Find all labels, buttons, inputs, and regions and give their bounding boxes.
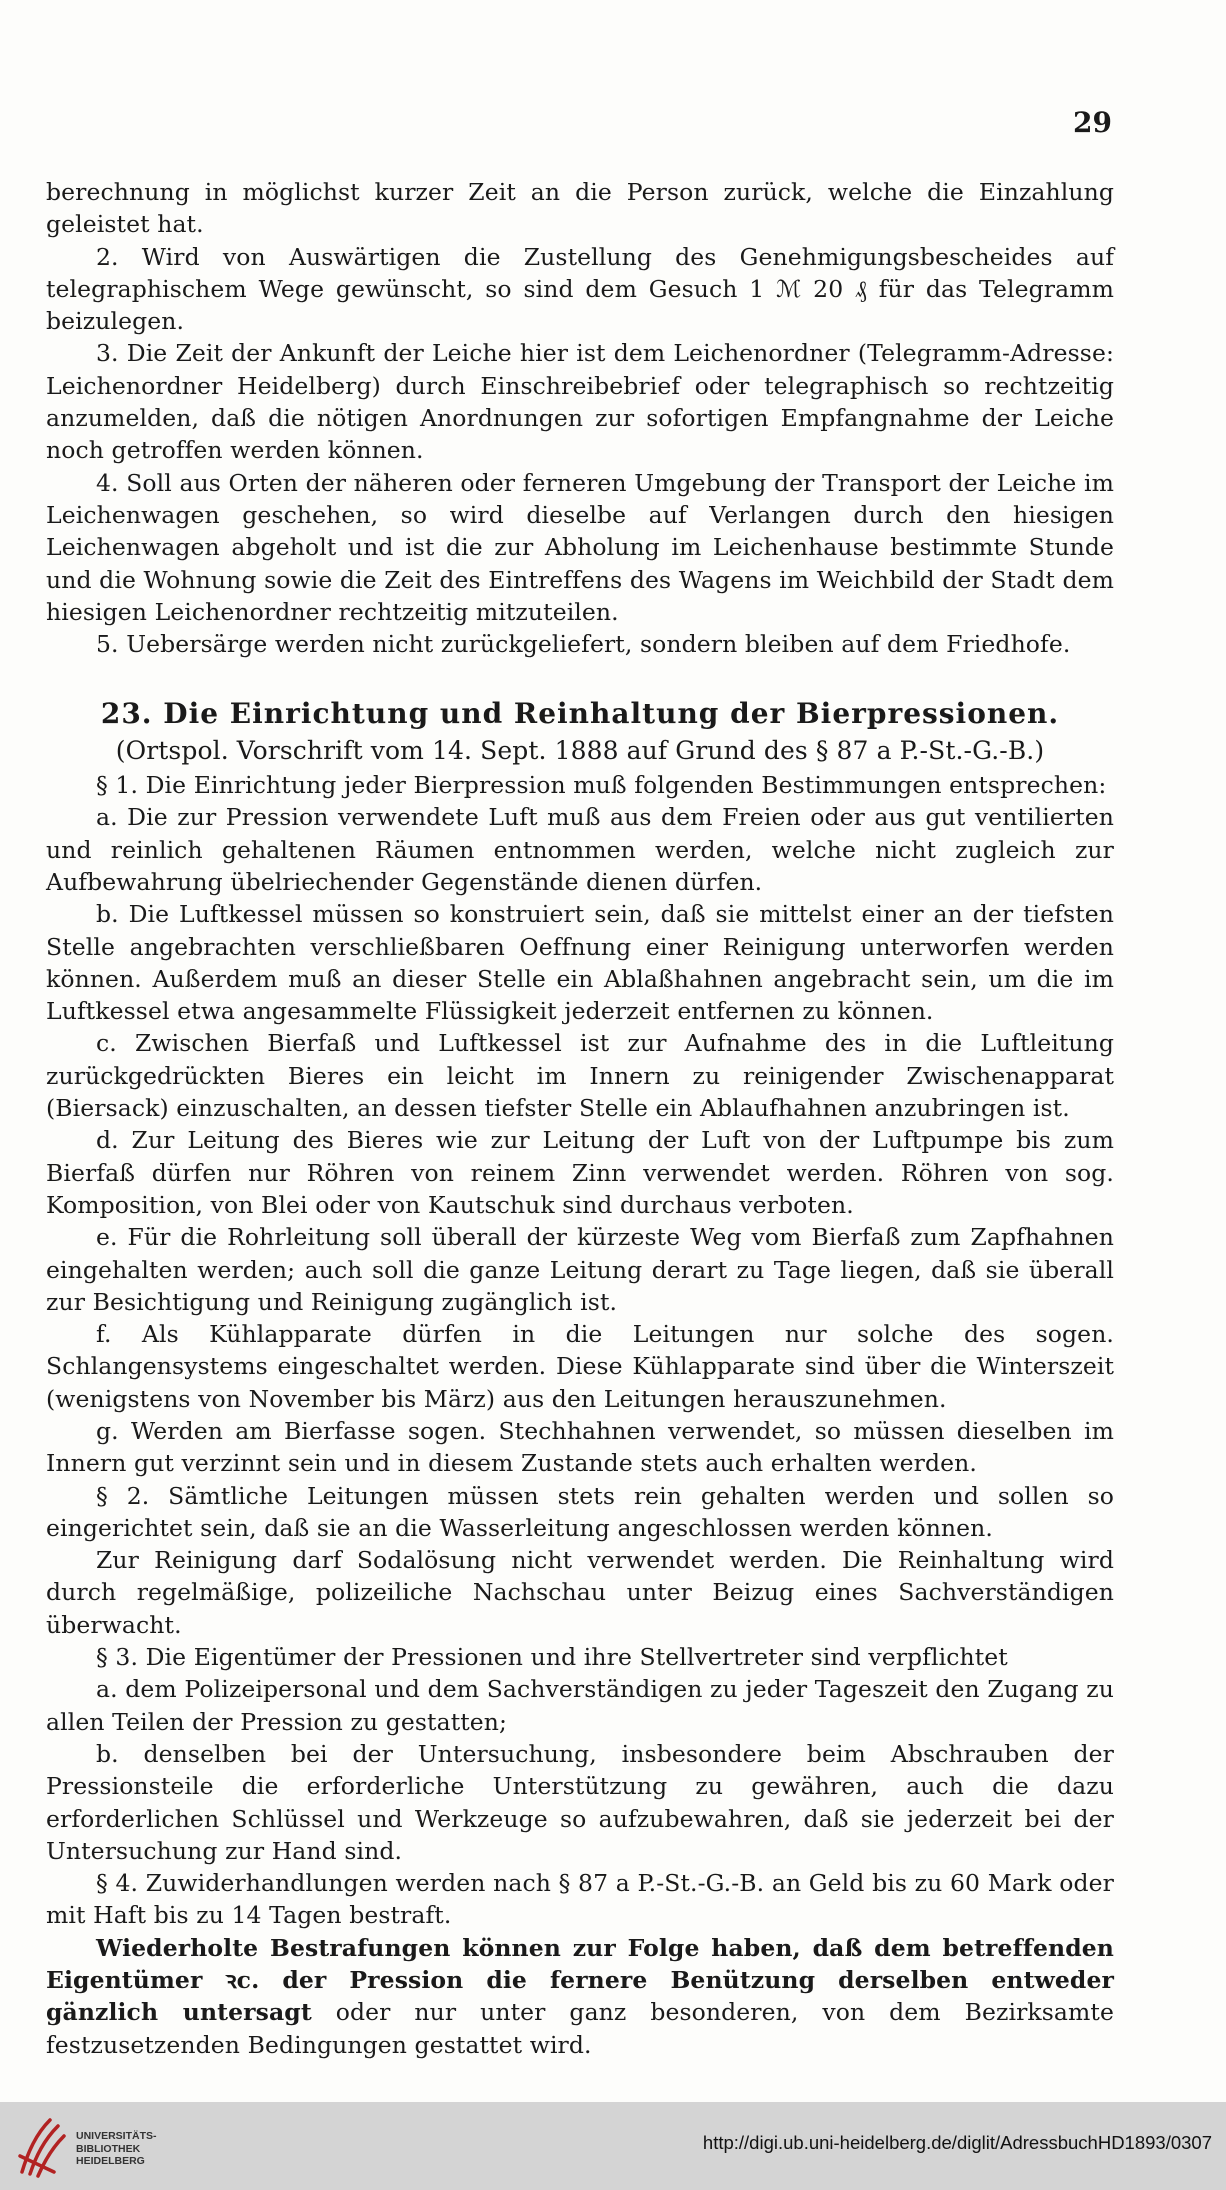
footer-bar [0,2102,1226,2190]
library-logo [14,2112,274,2182]
logo-text-line: UNIVERSITÄTS- [76,2130,157,2142]
text-run: oder nur unter ganz besonderen, von dem Bezirksamte festzusetzenden Bedingungen gestattet wird. [46,1998,1114,2059]
emphasis-text: gänzlich untersagt [46,1998,312,2027]
paragraph: g. Werden am Bierfasse sogen. Stechhahnen verwendet, so müssen dieselben im Innern gut verzinnt sein und in diesem Zustande stets auch erhalten werden. [46,1416,1114,1478]
library-logo-icon [14,2112,70,2182]
paragraph: c. Zwischen Bierfaß und Luftkessel ist zur Aufnahme des in die Luftleitung zurückgedrückten Bieres ein leicht im Innern zu reinigender Zwischenapparat (Biersack) einzuschalten, an dessen tiefster Stelle ein Ablaufhahnen anzubringen ist. [46,1029,1114,1123]
paragraph: b. Die Luftkessel müssen so konstruiert sein, daß sie mittelst einer an der tiefsten Stelle angebrachten verschließbaren Oeffnung einer Reinigung unterworfen werden können. Außerdem muß an dieser Stelle ein Ablaßhahnen angebracht sein, um die im Luftkessel etwa angesammelte Flüssigkeit jederzeit entfernen zu können. [46,900,1114,1026]
logo-text-line: BIBLIOTHEK [76,2142,141,2155]
paragraph: d. Zur Leitung des Bieres wie zur Leitung der Luft von der Luftpumpe bis zum Bierfaß dürfen nur Röhren von reinem Zinn verwendet werden. Röhren von sog. Komposition, von Blei oder von Kautschuk sind durchaus verboten. [46,1126,1114,1219]
paragraph: e. Für die Rohrleitung soll überall der kürzeste Weg vom Bierfaß zum Zapfhahnen eingehalten werden; auch soll die ganze Leitung derart zu Tage liegen, daß sie überall zur Besichtigung und Reinigung zugänglich ist. [46,1223,1114,1316]
paragraph: berechnung in möglichst kurzer Zeit an die Person zurück, welche die Einzahlung geleistet hat. [46,178,1114,239]
paragraph: b. denselben bei der Untersuchung, insbesondere beim Abschrauben der Pressionsteile die erforderliche Unterstützung zu gewähren, auch die dazu erforderlichen Schlüssel und Werkzeuge so aufzubewahren, daß sie jederzeit bei der Untersuchung zur Hand sind. [46,1739,1114,1865]
paragraph: 4. Soll aus Orten der näheren oder ferneren Umgebung der Transport der Leiche im Leichenwagen geschehen, so wird dieselbe auf Verlangen durch den hiesigen Leichenwagen abgeholt und ist die zur Abholung im Leichenhause bestimmte Stunde und die Wohnung sowie die Zeit des Eintreffens des Wagens im Weichbild der Stadt dem hiesigen Leichenordner rechtzeitig mitzuteilen. [46,468,1114,626]
paragraph: 2. Wird von Auswärtigen die Zustellung des Genehmigungsbescheides auf telegraphischem Wege gewünscht, so sind dem Gesuch 1 ℳ 20 ₰ für das Telegramm beizulegen. [46,242,1114,336]
source-url-link[interactable]: http://digi.ub.uni-heidelberg.de/diglit/AdressbuchHD1893/0307 [702,2132,1212,2153]
paragraph: § 4. Zuwiderhandlungen werden nach § 87 a P.-St.-G.-B. an Geld bis zu 60 Mark oder mit Haft bis zu 14 Tagen bestraft. [46,1869,1114,1930]
paragraph: 5. Uebersärge werden nicht zurückgeliefert, sondern bleiben auf dem Friedhofe. [96,630,1071,659]
paragraph: a. Die zur Pression verwendete Luft muß aus dem Freien oder aus gut ventilierten und reinlich gehaltenen Räumen entnommen werden, welche nicht zugleich zur Aufbewahrung übelriechender Gegenstände dienen dürfen. [46,803,1114,896]
text-run: Wiederholte Bestrafungen können zur Folge haben, daß dem betreffenden Eigentümer ꝛc. der Pression die fernere Benützung derselben entweder [46,1933,1114,1995]
page-number: 29 [1073,106,1112,139]
paragraph: a. dem Polizeipersonal und dem Sachverständigen zu jeder Tageszeit den Zugang zu allen Teilen der Pression zu gestatten; [46,1675,1114,1736]
paragraph-last [46,1932,1114,2061]
paragraph: § 3. Die Eigentümer der Pressionen und ihre Stellvertreter sind verpflichtet [96,1643,1008,1672]
document-body [46,176,1114,2061]
section-title: 23. Die Einrichtung und Reinhaltung der Bierpressionen. [100,697,1060,731]
paragraph: § 1. Die Einrichtung jeder Bierpression muß folgenden Bestimmungen entsprechen: [96,771,1107,800]
paragraph: § 2. Sämtliche Leitungen müssen stets rein gehalten werden und sollen so eingerichtet sein, daß sie an die Wasserleitung angeschlossen werden können. [46,1481,1114,1542]
paragraph: 3. Die Zeit der Ankunft der Leiche hier ist dem Leichenordner (Telegramm-Adresse: Leichenordner Heidelberg) durch Einschreibebrief oder telegraphisch so rechtzeitig anzumelden, daß die nötigen Anordnungen zur sofortigen Empfangnahme der Leiche noch getroffen werden können. [46,339,1114,465]
section-subtitle: (Ortspol. Vorschrift vom 14. Sept. 1888 auf Grund des § 87 a P.-St.-G.-B.) [115,735,1045,765]
paragraph: f. Als Kühlapparate dürfen in die Leitungen nur solche des sogen. Schlangensystems eingeschaltet werden. Diese Kühlapparate sind über die Winterszeit (wenigstens von November bis März) aus den Leitungen herauszunehmen. [46,1320,1114,1413]
paragraph: Zur Reinigung darf Sodalösung nicht verwendet werden. Die Reinhaltung wird durch regelmäßige, polizeiliche Nachschau unter Beizug eines Sachverständigen überwacht. [46,1546,1114,1639]
logo-text-line: HEIDELBERG [76,2155,145,2167]
